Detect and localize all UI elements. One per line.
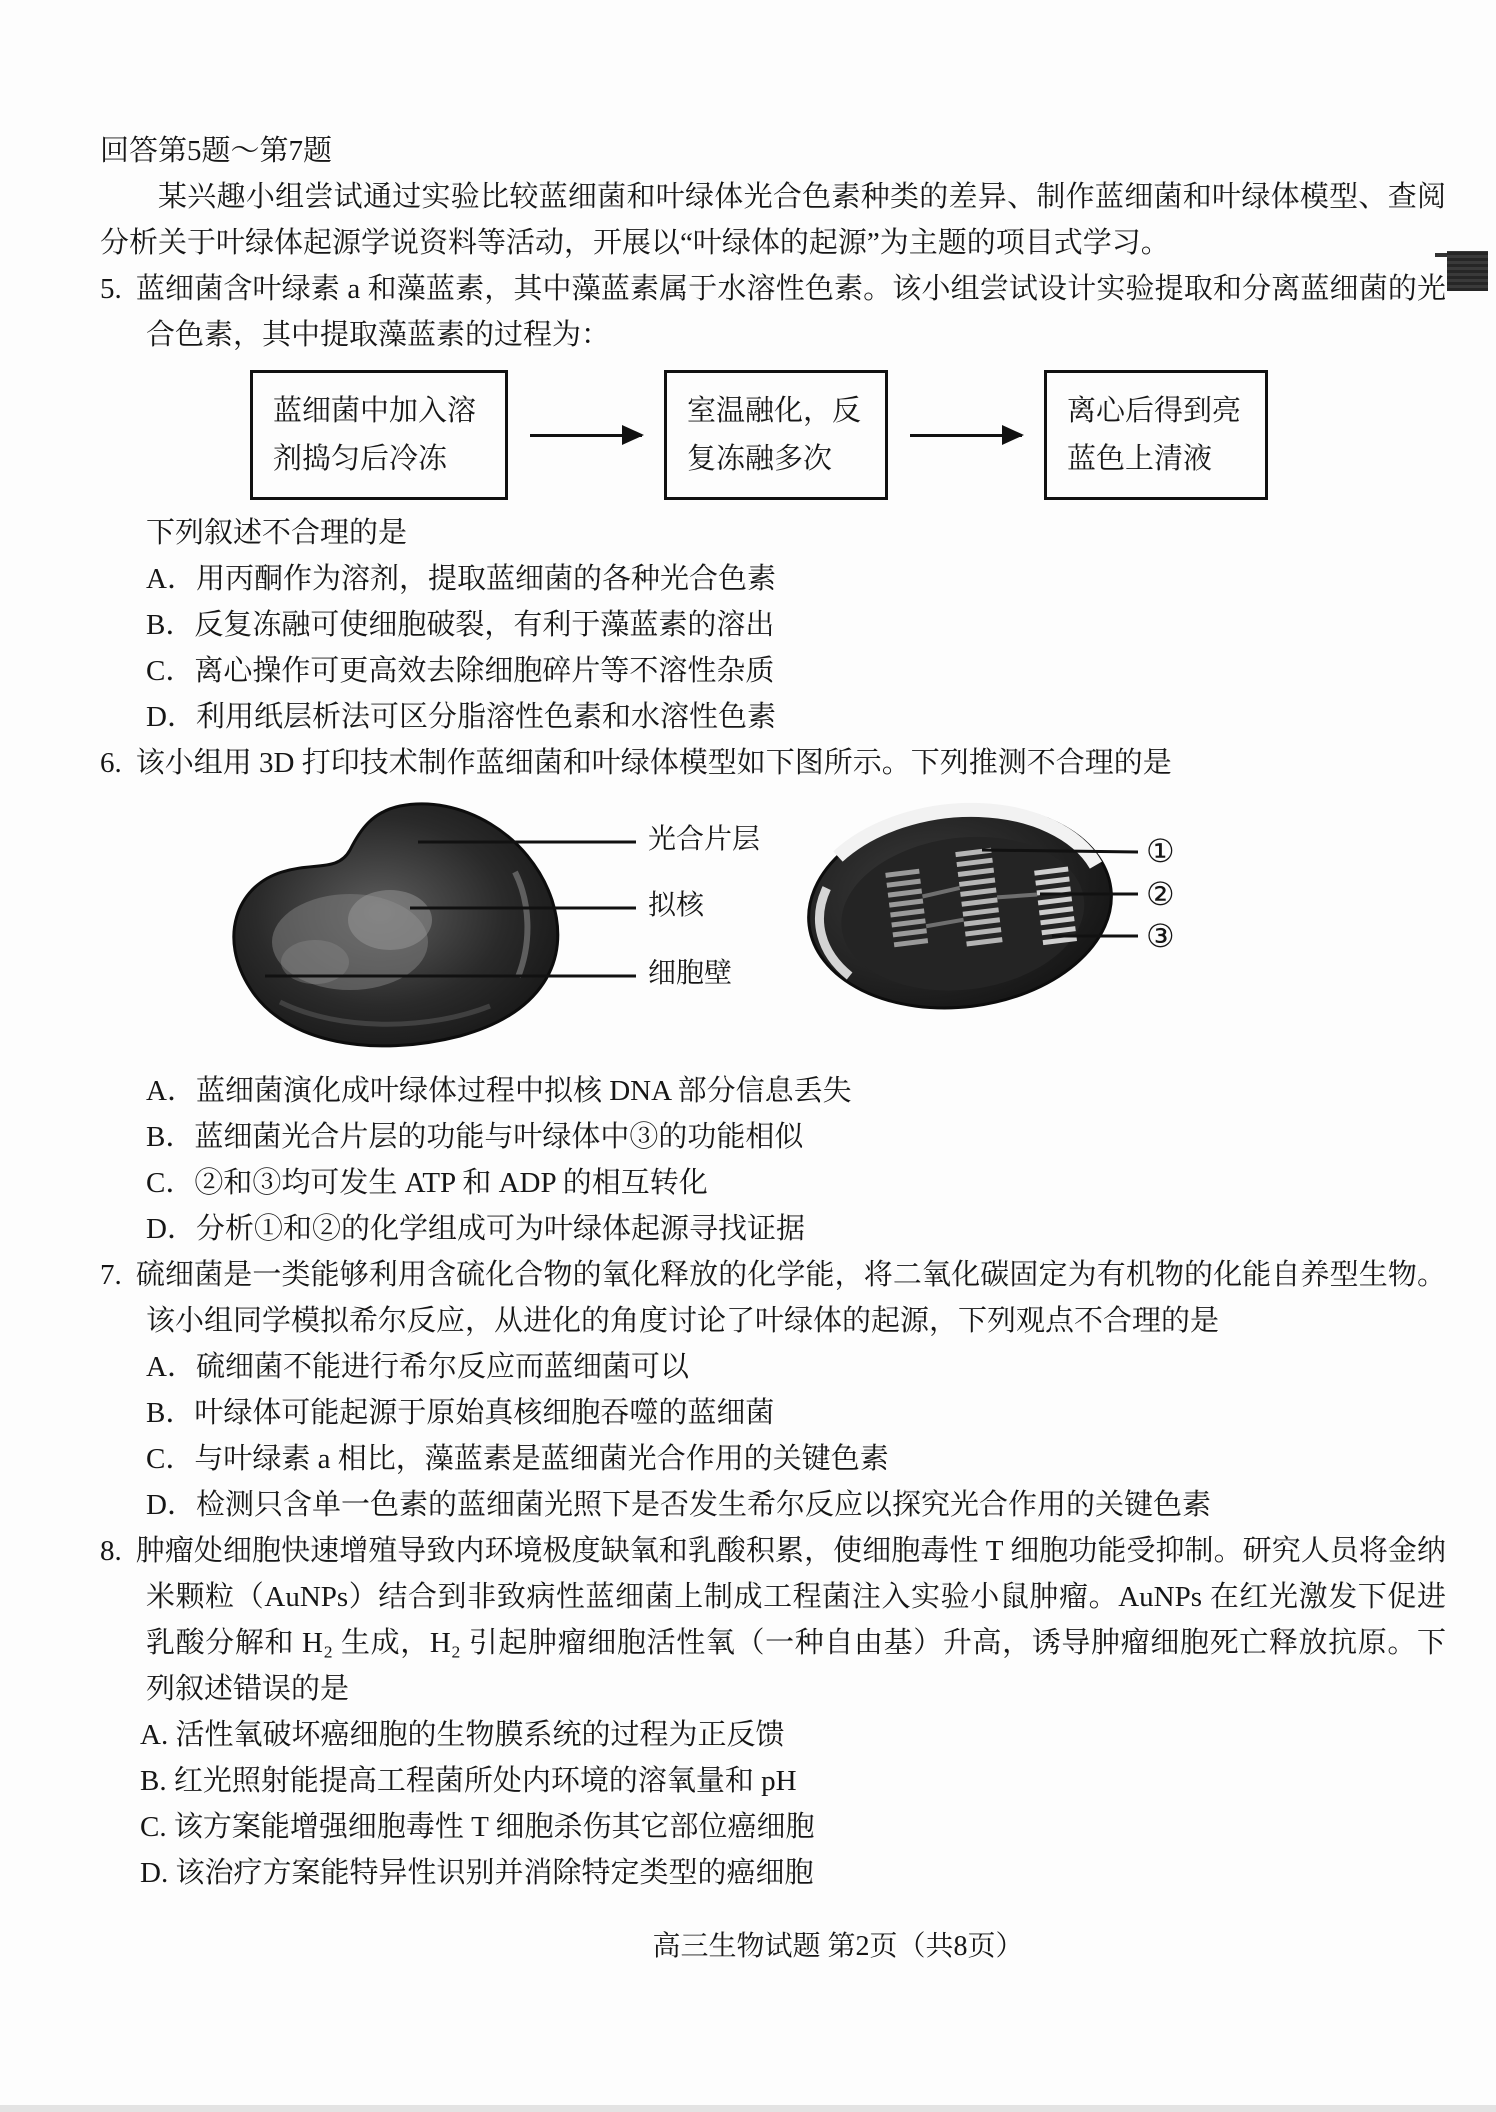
question-6-stem-text: 该小组用 3D 打印技术制作蓝细菌和叶绿体模型如下图所示。下列推测不合理的是 <box>135 747 1172 779</box>
flow-arrow-1-icon <box>530 434 642 437</box>
question-8-option-b: B. 红光照射能提高工程菌所处内环境的溶氧量和 pH <box>140 1765 797 1797</box>
label-cell-wall: 细胞壁 <box>648 958 733 989</box>
answer-range-note: 回答第5题～第7题 <box>100 135 333 167</box>
cyanobacteria-model-icon <box>234 804 558 1046</box>
question-5-option-b: B．反复冻融可使细胞破裂，有利于藻蓝素的溶出 <box>146 609 775 641</box>
question-7-stem <box>100 1252 1446 1344</box>
scan-edge-shadow <box>0 2105 1496 2112</box>
scan-artifact-square <box>1447 251 1488 291</box>
question-5-option-d: D．利用纸层析法可区分脂溶性色素和水溶性色素 <box>146 701 776 733</box>
question-7 <box>100 1252 1446 1528</box>
question-7-stem-text: 硫细菌是一类能够利用含硫化合物的氧化释放的化学能，将二氧化碳固定为有机物的化能自养型生物。该小组同学模拟希尔反应，从进化的角度讨论了叶绿体的起源，下列观点不合理的是 <box>135 1259 1446 1337</box>
page-footer: 高三生物试题 第2页（共8页） <box>652 1931 1024 1962</box>
extraction-flowchart <box>250 370 1446 500</box>
question-6-stem <box>100 740 1446 786</box>
question-5-number: 5. <box>100 273 122 305</box>
question-8-number: 8. <box>100 1535 122 1567</box>
question-6-option-c: C．②和③均可发生 ATP 和 ADP 的相互转化 <box>146 1167 708 1199</box>
question-6-option-a: A．蓝细菌演化成叶绿体过程中拟核 DNA 部分信息丢失 <box>146 1075 852 1107</box>
models-figure <box>100 792 1446 1060</box>
question-5-option-a: A．用丙酮作为溶剂，提取蓝细菌的各种光合色素 <box>146 563 776 595</box>
marker-1: ① <box>1146 833 1175 869</box>
intro-paragraph: 某兴趣小组尝试通过实验比较蓝细菌和叶绿体光合色素种类的差异、制作蓝细菌和叶绿体模型、查阅分析关于叶绿体起源学说资料等活动，开展以“叶绿体的起源”为主题的项目式学习。 <box>100 181 1446 259</box>
question-5-stem <box>100 266 1446 358</box>
label-nucleoid: 拟核 <box>648 890 705 921</box>
question-6-number: 6. <box>100 747 122 779</box>
question-7-option-c: C．与叶绿素 a 相比，藻蓝素是蓝细菌光合作用的关键色素 <box>146 1443 889 1475</box>
question-7-option-d: D．检测只含单一色素的蓝细菌光照下是否发生希尔反应以探究光合作用的关键色素 <box>146 1489 1211 1521</box>
flow-step-2: 室温融化，反复冻融多次 <box>664 370 888 500</box>
marker-3: ③ <box>1146 918 1175 954</box>
question-5-option-c: C．离心操作可更高效去除细胞碎片等不溶性杂质 <box>146 655 775 687</box>
flow-arrow-2-icon <box>910 434 1022 437</box>
question-8 <box>100 1528 1446 1896</box>
question-6-option-b: B．蓝细菌光合片层的功能与叶绿体中③的功能相似 <box>146 1121 804 1153</box>
question-8-stem-text: 肿瘤处细胞快速增殖导致内环境极度缺氧和乳酸积累，使细胞毒性 T 细胞功能受抑制。研究人员将金纳米颗粒（AuNPs）结合到非致病性蓝细菌上制成工程菌注入实验小鼠肿瘤。AuNPs 在红光激发下促进乳酸分解和 H₂ 生成，H₂ 引起肿瘤细胞活性氧（一种自由基）升高，诱导肿瘤细胞死亡释放抗原。下列叙述错误的是 <box>135 1535 1446 1705</box>
question-5-prompt: 下列叙述不合理的是 <box>146 517 408 549</box>
flow-step-3: 离心后得到亮蓝色上清液 <box>1044 370 1268 500</box>
question-8-option-c: C. 该方案能增强细胞毒性 T 细胞杀伤其它部位癌细胞 <box>140 1811 815 1843</box>
question-5-stem-text: 蓝细菌含叶绿素 a 和藻蓝素，其中藻蓝素属于水溶性色素。该小组尝试设计实验提取和分离蓝细菌的光合色素，其中提取藻蓝素的过程为： <box>135 273 1446 351</box>
question-5 <box>100 266 1446 740</box>
question-8-option-a: A. 活性氧破坏癌细胞的生物膜系统的过程为正反馈 <box>140 1719 785 1751</box>
chloroplast-model-icon <box>797 792 1123 1025</box>
label-photosynthetic-lamellae: 光合片层 <box>648 824 761 855</box>
marker-2: ② <box>1146 876 1175 912</box>
models-figure-drawing <box>100 792 1446 1060</box>
question-8-option-d: D. 该治疗方案能特异性识别并消除特定类型的癌细胞 <box>140 1857 814 1889</box>
question-7-number: 7. <box>100 1259 122 1291</box>
question-6 <box>100 740 1446 1252</box>
question-6-option-d: D．分析①和②的化学组成可为叶绿体起源寻找证据 <box>146 1213 805 1245</box>
question-7-option-b: B．叶绿体可能起源于原始真核细胞吞噬的蓝细菌 <box>146 1397 775 1429</box>
page-content <box>100 128 1446 1998</box>
question-7-option-a: A．硫细菌不能进行希尔反应而蓝细菌可以 <box>146 1351 689 1383</box>
question-8-stem <box>100 1528 1446 1712</box>
flow-step-1: 蓝细菌中加入溶剂捣匀后冷冻 <box>250 370 508 500</box>
